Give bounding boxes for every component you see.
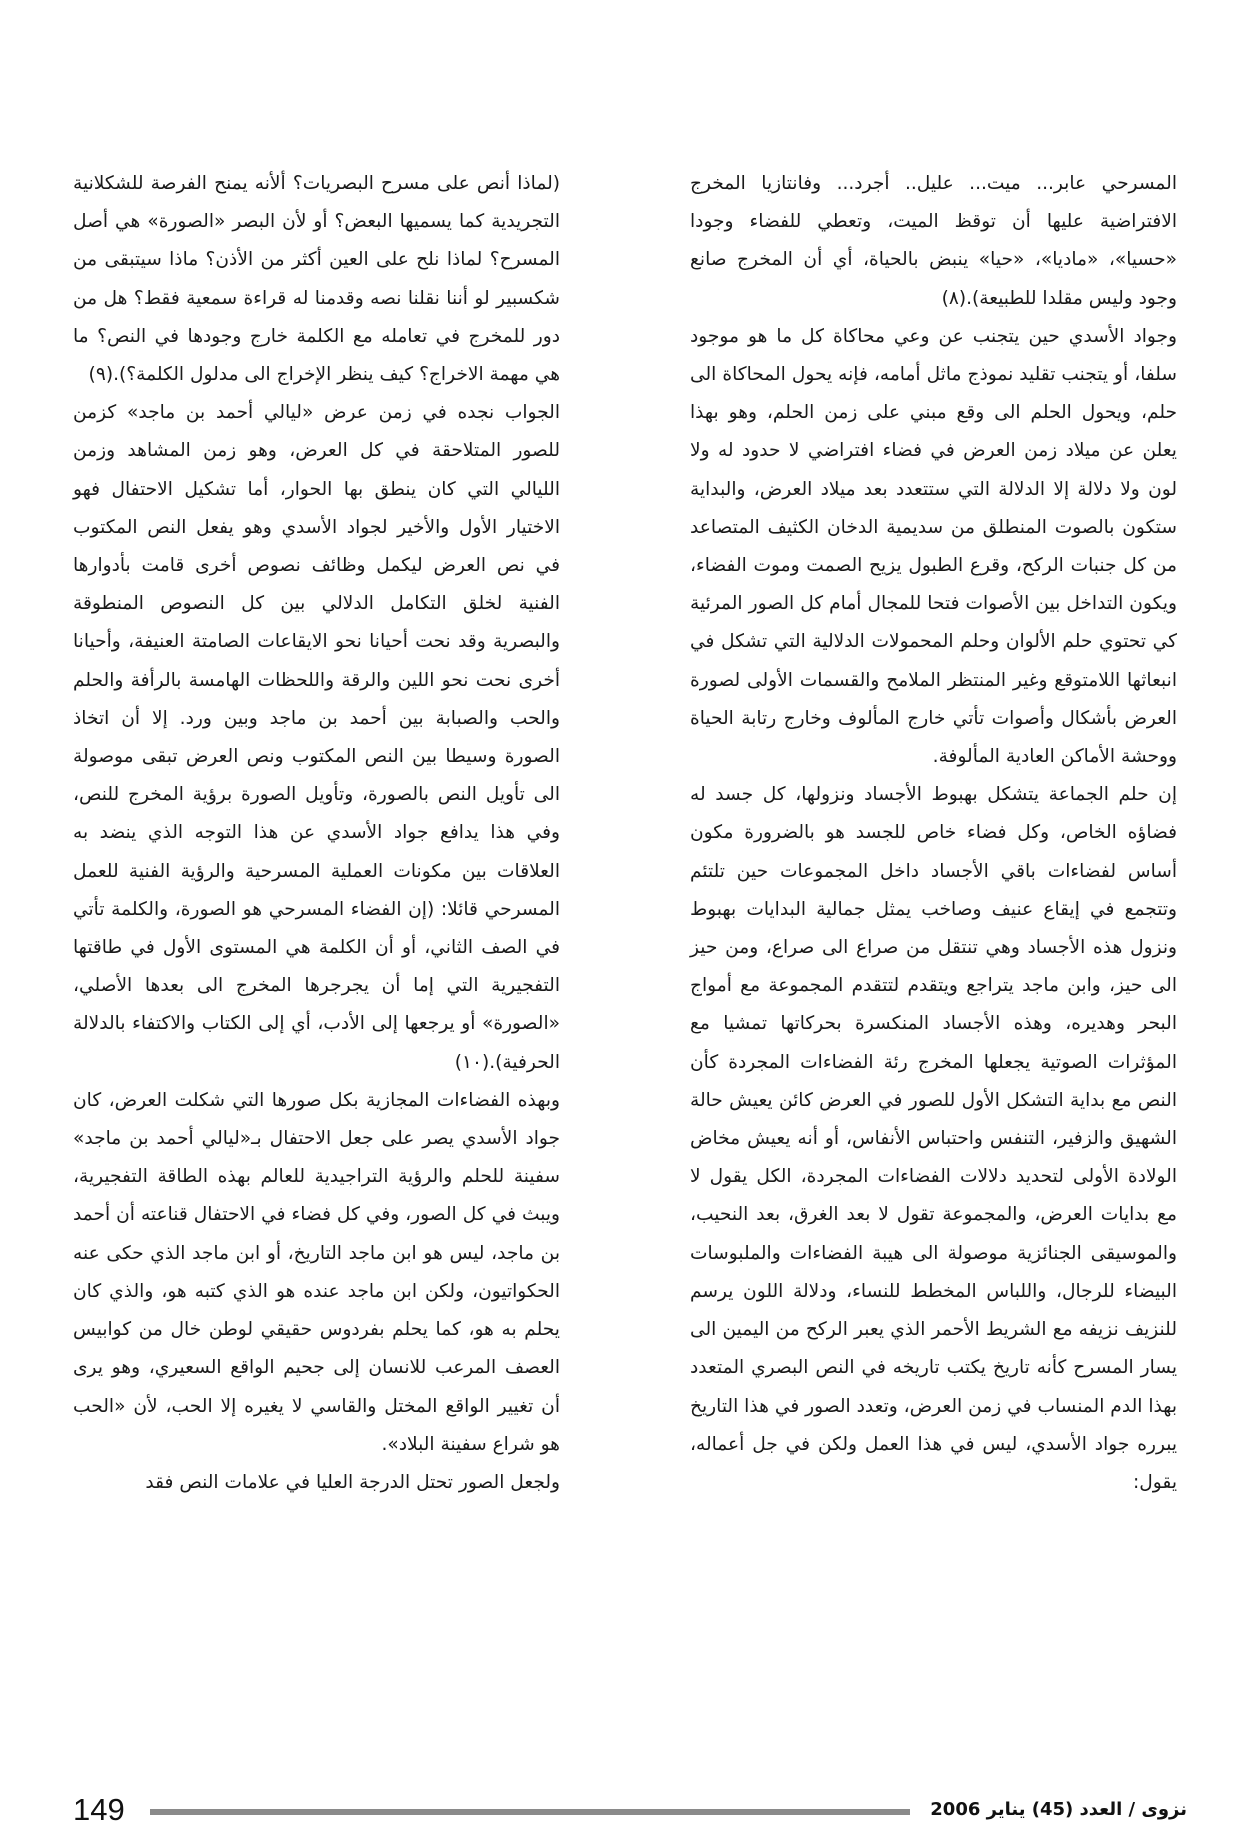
paragraph: المسرحي عابر... ميت... عليل.. أجرد... وفانتازيا المخرج الافتراضية عليها أن توقظ الميت، وتعطي للفضاء وجودا «حسيا»، «ماديا»، «حيا» ينبض بالحياة، أي أن المخرج صانع وجود وليس مقلدا للطبيعة).(٨) [690, 173, 1177, 309]
footer-divider [150, 1809, 910, 1815]
paragraph: وبهذه الفضاءات المجازية بكل صورها التي شكلت العرض، كان جواد الأسدي يصر على جعل الاحتفال بـ«ليالي أحمد بن ماجد» سفينة للحلم والرؤية التراجيدية للعالم بهذه الطاقة التفجيرية، ويبث في كل الصور، وفي كل فضاء في الاحتفال قناعته أن أحمد بن ماجد، ليس هو ابن ماجد التاريخ، أو ابن ماجد الذي حكى عنه الحكواتيون، ولكن ابن ماجد عنده هو الذي كتبه هو، والذي كان يحلم به هو، كما يحلم بفردوس حقيقي لوطن خال من كوابيس العصف المرعب للانسان إلى جحيم الواقع السعيري، وهو يرى أن تغيير الواقع المختل والقاسي لا يغيره إلا الحب، لأن «الحب هو شراع سفينة البلاد». [73, 1089, 560, 1455]
paragraph: وجواد الأسدي حين يتجنب عن وعي محاكاة كل ما هو موجود سلفا، أو يتجنب تقليد نموذج ماثل أمامه، فإنه يحول المحاكاة الى حلم، ويحول الحلم الى وقع مبني على زمن الحلم، وهو بهذا يعلن عن ميلاد زمن العرض في فضاء افتراضي لا حدود له ولا لون ولا دلالة إلا الدلالة التي ستتعدد بعد ميلاد العرض، والبداية ستكون بالصوت المنطلق من سديمية الدخان الكثيف المتصاعد من كل جنبات الركح، وقرع الطبول يزيح الصمت وموت الفضاء، ويكون التداخل بين الأصوات فتحا للمجال أمام كل الصور المرئية كي تحتوي حلم الألوان وحلم المحمولات الدلالية التي تشكل في انبعاثها اللامتوقع وغير المنتظر الملامح والقسمات الأولى لصورة العرض بأشكال وأصوات تأتي خارج المألوف وخارج رتابة الحياة ووحشة الأماكن العادية المألوفة. [690, 325, 1177, 768]
paragraph: ولجعل الصور تحتل الدرجة العليا في علامات النص فقد [145, 1471, 560, 1493]
page-number: 149 [73, 1792, 125, 1827]
paragraph: الجواب نجده في زمن عرض «ليالي أحمد بن ماجد» كزمن للصور المتلاحقة في كل العرض، وهو زمن المشاهد وزمن الليالي التي كان ينطق بها الحوار، أما تشكيل الاحتفال فهو الاختيار الأول والأخير لجواد الأسدي وهو يفعل النص المكتوب في نص العرض ليكمل وظائف نصوص أخرى قامت بأدوارها الفنية لخلق التكامل الدلالي بين كل النصوص المنطوقة والبصرية وقد نحت أحيانا نحو الايقاعات الصامتة العنيفة، وأحيانا أخرى نحت نحو اللين والرقة واللحظات الهامسة بالرأفة والحلم والحب والصبابة بين أحمد بن ماجد وبين ورد. إلا أن اتخاذ الصورة وسيطا بين النص المكتوب ونص العرض تبقى موصولة الى تأويل النص بالصورة، وتأويل الصورة برؤية المخرج للنص، وفي هذا يدافع جواد الأسدي عن هذا التوجه الذي ينضد به العلاقات بين مكونات العملية المسرحية والرؤية الفنية للعمل المسرحي قائلا: (إن الفضاء المسرحي هو الصورة، والكلمة تأتي في الصف الثاني، أو أن الكلمة هي المستوى الأول في طاقتها التفجيرية التي إما أن يجرجرها المخرج الى بعدها الأصلي، «الصورة» أو يرجعها إلى الأدب، أي إلى الكتاب والاكتفاء بالدلالة الحرفية).(١٠) [73, 402, 560, 1073]
paragraph: إن حلم الجماعة يتشكل بهبوط الأجساد ونزولها، كل جسد له فضاؤه الخاص، وكل فضاء خاص للجسد هو بالضرورة مكون أساس لفضاءات باقي الأجساد داخل المجموعات حين تلتئم وتتجمع في إيقاع عنيف وصاخب يمثل جمالية البدايات بهبوط ونزول هذه الأجساد وهي تنتقل من صراع الى صراع، ومن حيز الى حيز، وابن ماجد يتراجع ويتقدم لتتقدم المجموعة مع أمواج البحر وهديره، وهذه الأجساد المنكسرة بحركاتها تمشيا مع المؤثرات الصوتية يجعلها المخرج رئة الفضاءات المجردة كأن النص مع بداية التشكل الأول للصور في العرض كائن يعيش حالة الشهيق والزفير، التنفس واحتباس الأنفاس، أو أنه يعيش مخاض الولادة الأولى لتحديد دلالات الفضاءات المجردة، الكل يقول لا مع بدايات العرض، والمجموعة تقول لا بعد الغرق، بعد النحيب، والموسيقى الجنائزية موصولة الى هيبة الفضاءات والملبوسات البيضاء للرجال، واللباس المخطط للنساء، ودلالة اللون يرسم للنزيف نزيفه مع الشريط الأحمر الذي يعبر الركح من اليمين الى يسار المسرح كأنه تاريخ يكتب تاريخه في النص البصري المتعدد بهذا الدم المنساب في زمن العرض، وتعدد الصور في هذا التاريخ يبرره جواد الأسدي، ليس في هذا العمل ولكن في جل أعماله، يقول: [690, 784, 1177, 1493]
article-column-left [73, 165, 560, 1502]
page-footer [0, 1790, 1260, 1830]
paragraph: (لماذا أنص على مسرح البصريات؟ ألأنه يمنح الفرصة للشكلانية التجريدية كما يسميها البعض؟ أو لأن البصر «الصورة» هي أصل المسرح؟ لماذا نلح على العين أكثر من الأذن؟ ماذا سيتبقى من شكسبير لو أننا نقلنا نصه وقدمنا له قراءة سمعية فقط؟ هل من دور للمخرج في تعامله مع الكلمة خارج وجودها في النص؟ ما هي مهمة الاخراج؟ كيف ينظر الإخراج الى مدلول الكلمة؟).(٩) [73, 173, 560, 386]
article-column-right [690, 165, 1177, 1502]
issue-info: نزوى / العدد (45) يناير 2006 [930, 1799, 1187, 1820]
